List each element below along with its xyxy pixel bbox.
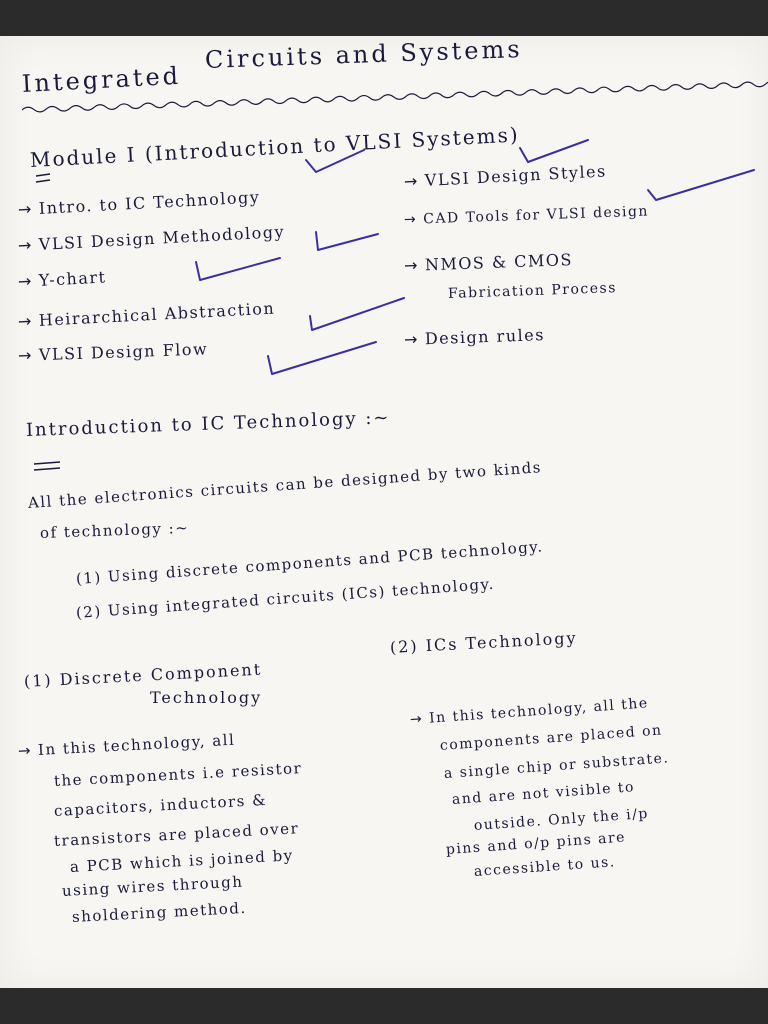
arrow-icon: → bbox=[17, 741, 33, 760]
left-line-5: a PCB which is joined by bbox=[69, 846, 295, 876]
left-line-4: transistors are placed over bbox=[53, 819, 300, 850]
arrow-icon: → bbox=[409, 711, 424, 728]
left-column-heading-2: Technology bbox=[150, 688, 263, 707]
right-line-7: accessible to us. bbox=[473, 854, 617, 880]
page-title-part2: Circuits and Systems bbox=[204, 34, 523, 74]
left-line-6: using wires through bbox=[61, 872, 244, 900]
arrow-icon: → bbox=[17, 345, 34, 365]
right-line-4: and are not visible to bbox=[451, 779, 636, 808]
left-line-7: sholdering method. bbox=[71, 898, 248, 926]
topic-label: Design rules bbox=[424, 325, 546, 349]
topic-label: Y-chart bbox=[38, 267, 107, 290]
topic-label: CAD Tools for VLSI design bbox=[422, 203, 650, 228]
topic-label: VLSI Design Styles bbox=[424, 161, 608, 190]
intro-line-2: of technology :~ bbox=[39, 518, 190, 542]
option-1: (1) Using discrete components and PCB technology. bbox=[75, 537, 545, 588]
topic-label: VLSI Design Methodology bbox=[38, 222, 286, 254]
arrow-icon: → bbox=[403, 329, 420, 349]
left-line-3: capacitors, inductors & bbox=[53, 790, 268, 820]
right-line-6: pins and o/p pins are bbox=[445, 829, 627, 858]
topic-label: Heirarchical Abstraction bbox=[38, 298, 276, 330]
right-line-2: components are placed on bbox=[439, 722, 664, 754]
right-line-3: a single chip or substrate. bbox=[443, 750, 670, 782]
arrow-icon: → bbox=[403, 211, 418, 228]
topic-right-3-cont: Fabrication Process bbox=[447, 280, 618, 302]
left-column-heading: (1) Discrete Component bbox=[23, 659, 263, 691]
page-title-part1: Integrated bbox=[21, 61, 182, 98]
arrow-icon: → bbox=[403, 255, 420, 275]
arrow-icon: → bbox=[17, 199, 34, 219]
left-line-2: the components i.e resistor bbox=[53, 759, 303, 790]
right-line-5: outside. Only the i/p bbox=[473, 805, 650, 834]
topic-label: VLSI Design Flow bbox=[38, 339, 209, 365]
option-2: (2) Using integrated circuits (ICs) technology. bbox=[75, 574, 496, 622]
right-line-text: In this technology, all the bbox=[428, 695, 650, 727]
arrow-icon: → bbox=[403, 171, 420, 191]
arrow-icon: → bbox=[17, 235, 34, 255]
left-line-text: In this technology, all bbox=[37, 730, 236, 759]
section-heading: Introduction to IC Technology :~ bbox=[25, 407, 391, 441]
arrow-icon: → bbox=[17, 311, 34, 331]
topic-label: Intro. to IC Technology bbox=[38, 187, 261, 218]
intro-line-1: All the electronics circuits can be designed by two kinds bbox=[27, 458, 543, 512]
right-column-heading: (2) ICs Technology bbox=[389, 628, 578, 657]
topic-label: NMOS & CMOS bbox=[424, 250, 574, 275]
arrow-icon: → bbox=[17, 271, 34, 291]
module-title: Module I (Introduction to VLSI Systems) bbox=[29, 122, 521, 172]
